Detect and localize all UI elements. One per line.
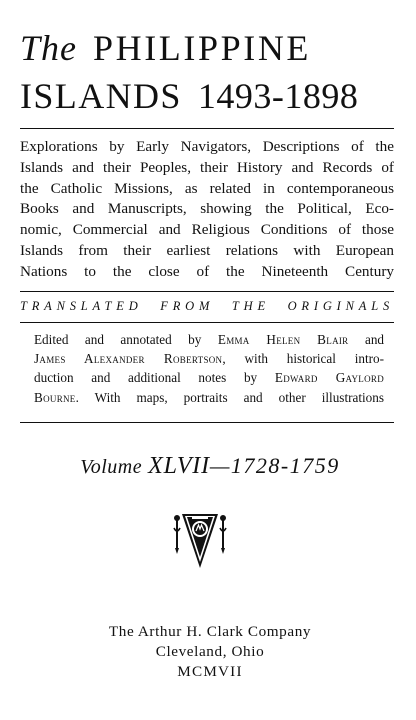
description-line: nomic, Commercial and Religious Conditions of those xyxy=(20,221,394,239)
volume-line xyxy=(40,448,380,484)
title-years: 1493-1898 xyxy=(197,76,359,116)
editors-line: Bourne. With maps, portraits and other illustrations xyxy=(34,389,384,405)
editor-name: Emma Helen Blair xyxy=(217,332,349,347)
translated-word: FROM xyxy=(160,299,215,313)
bottom-rule xyxy=(20,422,394,423)
editors-statement xyxy=(34,330,384,407)
description-line: Nations to the close of the Nineteenth Century xyxy=(20,262,394,280)
title-the: The xyxy=(20,28,77,68)
publisher-mark-icon xyxy=(172,510,228,572)
translated-word: THE xyxy=(231,299,270,313)
description-line: the Catholic Missions, as related in contemporaneous xyxy=(20,179,394,197)
title-islands: ISLANDS xyxy=(20,76,182,116)
publication-year: MCMVII xyxy=(177,663,243,680)
description-line: Explorations by Early Navigators, Descriptions of the xyxy=(20,138,394,155)
middle-rule-2 xyxy=(20,322,394,323)
translated-word: ORIGINALS xyxy=(287,299,394,313)
editor-name: Edward Gaylord xyxy=(274,370,385,386)
volume-dates: —1728-1759 xyxy=(209,453,340,478)
editors-line: James Alexander Robertson, with historical intro- xyxy=(34,351,385,367)
editor-name: James Alexander Robertson xyxy=(34,351,223,367)
title-line-2 xyxy=(20,74,400,118)
editors-line: Edited and annotated by Emma Helen Blair and xyxy=(34,332,385,347)
volume-number: XLVII xyxy=(148,453,210,479)
description-line: Islands and their Peoples, their History and Records of xyxy=(20,158,394,176)
translated-word: TRANSLATED xyxy=(20,299,143,313)
title-line-1 xyxy=(20,26,400,70)
description xyxy=(20,137,394,283)
top-rule xyxy=(20,128,394,129)
editors-line: duction and additional notes by Edward Gaylord xyxy=(34,370,385,386)
editor-name: Bourne xyxy=(34,389,76,405)
title-philippine: PHILIPPINE xyxy=(93,28,312,68)
volume-word: Volume xyxy=(80,456,143,478)
translated-banner xyxy=(20,299,394,319)
middle-rule-1 xyxy=(20,291,394,292)
description-line: Islands from their earliest relations with European xyxy=(20,241,394,259)
publisher-city: Cleveland, Ohio xyxy=(155,643,265,660)
description-line: Books and Manuscripts, showing the Political, Eco- xyxy=(20,200,394,218)
publisher-name: The Arthur H. Clark Company xyxy=(108,623,312,640)
